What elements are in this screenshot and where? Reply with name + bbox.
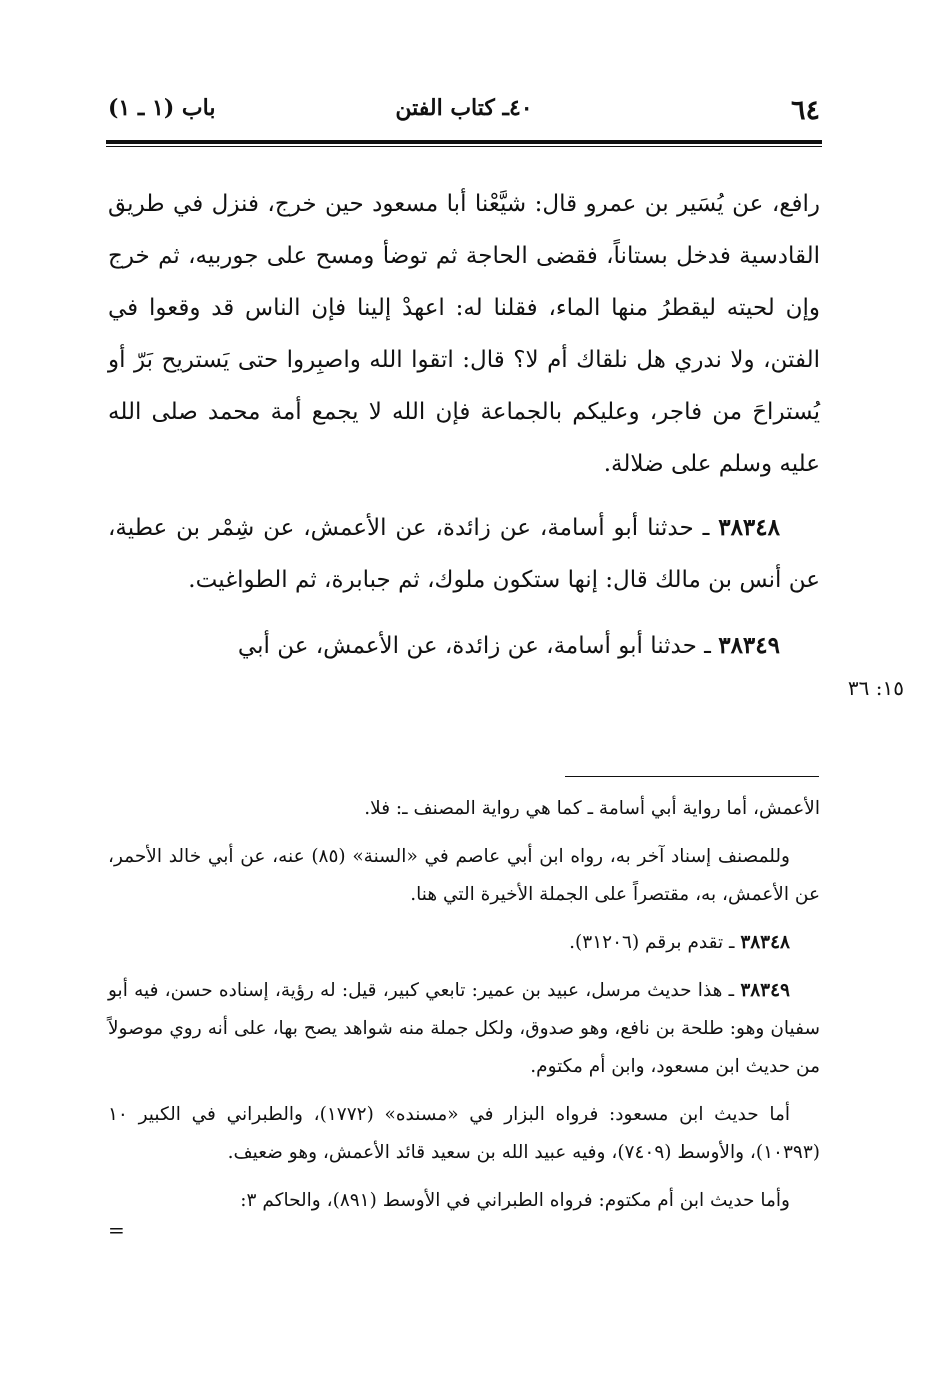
footnote-paragraph: وللمصنف إسناد آخر به، رواه ابن أبي عاصم في «السنة» (٨٥) عنه، عن أبي خالد الأحمر، عن الأعمش، به، مقتصراً على الجملة الأخيرة التي هنا. (108, 846, 820, 905)
footnote-paragraph: أما حديث ابن مسعود: فرواه البزار في «مسنده» (١٧٧٢)، والطبراني في الكبير ١٠ (١٠٣٩٣)، والأوسط (٧٤٠٩)، وفيه عبيد الله بن سعيد قائد الأعمش، وهو ضعيف. (108, 1104, 820, 1163)
book-title: ٤٠ـ كتاب الفتن (395, 95, 533, 121)
footnote-line: الأعمش، أما رواية أبي أسامة ـ كما هي رواية المصنف ـ: فلا. (364, 798, 820, 819)
hadith-38348 (108, 502, 820, 606)
footnote-rule (565, 776, 819, 777)
hadith-text: ـ حدثنا أبو أسامة، عن زائدة، عن الأعمش، عن أبي (237, 633, 719, 659)
footnote-text: ـ هذا حديث مرسل، عبيد بن عمير: تابعي كبير، قيل: له رؤية، إسناده حسن، فيه أبو سفيان وهو: طلحة بن نافع، وهو صدوق، ولكل جملة منه شواهد يصح بها، على أنه روي موصولاً من حديث ابن مسعود، وابن أم مكتوم. (108, 980, 820, 1077)
page-number: ٦٤ (790, 95, 820, 126)
footnote-text: ـ تقدم برقم (٣١٢٠٦). (569, 932, 741, 953)
footnote-number: ٣٨٣٤٨ (740, 932, 790, 953)
footnotes (108, 790, 820, 1240)
continuation-mark: = (108, 1218, 125, 1242)
footnote-38349 (108, 972, 820, 1086)
hadith-text: ـ حدثنا أبو أسامة، عن زائدة، عن الأعمش، عن شِمْر بن عطية، عن أنس بن مالك قال: إنها ستكون ملوك، ثم جبابرة، ثم الطواغيت. (108, 515, 820, 593)
header-rule (106, 140, 822, 144)
margin-reference: ١٥: ٣٦ (847, 676, 904, 700)
main-text (108, 178, 820, 672)
hadith-38349 (108, 620, 820, 672)
footnote-38348 (108, 924, 820, 962)
page-header (108, 95, 820, 135)
hadith-number: ٣٨٣٤٩ (718, 632, 780, 659)
hadith-number: ٣٨٣٤٨ (718, 514, 780, 541)
chapter-label: باب (١ ـ ١) (108, 95, 216, 121)
footnote-paragraph: وأما حديث ابن أم مكتوم: فرواه الطبراني في الأوسط (٨٩١)، والحاكم ٣: (240, 1190, 790, 1211)
footnote-number: ٣٨٣٤٩ (740, 980, 790, 1001)
paragraph-continuation: رافع، عن يُسَير بن عمرو قال: شيَّعْنا أبا مسعود حين خرج، فنزل في طريق القادسية فدخل بستاناً، فقضى الحاجة ثم توضأ ومسح على جوربيه، ثم خرج وإن لحيته ليقطرُ منها الماء، فقلنا له: اعهدْ إلينا فإن الناس قد وقعوا في الفتن، ولا ندري هل نلقاك أم لا؟ قال: اتقوا الله واصبِروا حتى يَستريح بَرّ أو يُستراحَ من فاجر، وعليكم بالجماعة فإن الله لا يجمع أمة محمد صلى الله عليه وسلم على ضلالة. (108, 191, 820, 477)
